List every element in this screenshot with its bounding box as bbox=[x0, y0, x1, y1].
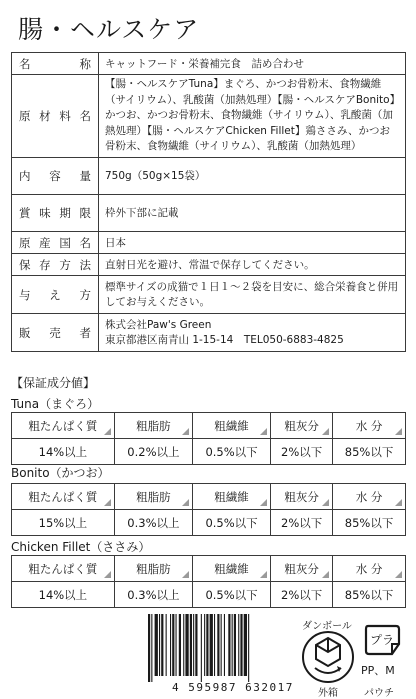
guarantee-heading: 【保証成分値】 bbox=[11, 376, 96, 390]
value-moisture: 85%以下 bbox=[333, 582, 406, 608]
barcode-bar bbox=[221, 614, 222, 676]
col-fat: 粗脂肪 bbox=[114, 484, 192, 510]
value-protein: 15%以上 bbox=[12, 510, 115, 536]
barcode-bar bbox=[190, 614, 192, 676]
value-protein: 14%以上 bbox=[12, 582, 115, 608]
col-moisture: 水 分 bbox=[333, 484, 406, 510]
barcode-bar bbox=[170, 614, 171, 676]
barcode-bar bbox=[166, 614, 167, 676]
barcode-bar bbox=[179, 614, 181, 676]
spec-row-ingredients bbox=[12, 75, 406, 158]
spec-value bbox=[99, 314, 406, 352]
barcode-bar bbox=[238, 614, 239, 676]
product-spec-table bbox=[11, 52, 406, 352]
col-protein: 粗たんぱく質 bbox=[12, 413, 115, 439]
barcode-bar bbox=[240, 614, 242, 676]
spec-key: 販売者 bbox=[12, 314, 99, 352]
barcode-bar bbox=[244, 614, 247, 676]
nutrition-header-row bbox=[12, 413, 406, 439]
spec-row-seller bbox=[12, 314, 406, 352]
product-name-bonito: Bonito（かつお） bbox=[11, 466, 110, 480]
barcode-bar bbox=[193, 614, 194, 676]
nutrition-value-row bbox=[12, 582, 406, 608]
spec-row-content bbox=[12, 158, 406, 195]
product-name-chicken: Chicken Fillet（ささみ） bbox=[11, 540, 151, 554]
spec-row-feeding bbox=[12, 276, 406, 314]
col-ash: 粗灰分 bbox=[271, 484, 333, 510]
barcode-bar bbox=[176, 614, 177, 676]
value-moisture: 85%以下 bbox=[333, 510, 406, 536]
value-protein: 14%以上 bbox=[12, 439, 115, 465]
barcode-bar bbox=[234, 614, 236, 676]
value-ash: 2%以下 bbox=[271, 582, 333, 608]
barcode-bar bbox=[161, 614, 163, 676]
barcode-bar bbox=[228, 614, 230, 676]
nutrition-table-bonito bbox=[11, 483, 406, 536]
spec-value: 標準サイズの成猫で１日１～２袋を目安に、総合栄養食と併用してお与えください。 bbox=[99, 276, 406, 314]
nutrition-table-tuna bbox=[11, 412, 406, 465]
spec-key: 内容量 bbox=[12, 158, 99, 195]
barcode-bar bbox=[217, 614, 219, 676]
spec-value: 750g（50g×15袋） bbox=[99, 158, 406, 195]
barcode-bar bbox=[159, 614, 160, 676]
spec-value: キャットフード・栄養補完食 詰め合わせ bbox=[99, 53, 406, 75]
spec-value: 直射日光を避け、常温で保存してください。 bbox=[99, 254, 406, 276]
value-fiber: 0.5%以下 bbox=[192, 510, 270, 536]
spec-value: 枠外下部に記載 bbox=[99, 195, 406, 232]
nutrition-value-row bbox=[12, 439, 406, 465]
value-fat: 0.3%以上 bbox=[114, 510, 192, 536]
value-fat: 0.3%以上 bbox=[114, 582, 192, 608]
value-fiber: 0.5%以下 bbox=[192, 582, 270, 608]
col-ash: 粗灰分 bbox=[271, 413, 333, 439]
cardboard-label: ダンボール bbox=[302, 621, 352, 632]
col-fiber: 粗繊維 bbox=[192, 484, 270, 510]
spec-value: 日本 bbox=[99, 232, 406, 254]
spec-key: 原材料名 bbox=[12, 75, 99, 158]
col-fat: 粗脂肪 bbox=[114, 413, 192, 439]
col-protein: 粗たんぱく質 bbox=[12, 556, 115, 582]
nutrition-table-chicken bbox=[11, 555, 406, 608]
spec-key: 保存方法 bbox=[12, 254, 99, 276]
col-moisture: 水 分 bbox=[333, 413, 406, 439]
barcode-bar bbox=[206, 614, 208, 676]
barcode bbox=[146, 614, 296, 682]
col-moisture: 水 分 bbox=[333, 556, 406, 582]
col-fiber: 粗繊維 bbox=[192, 556, 270, 582]
barcode-bar bbox=[232, 614, 233, 676]
spec-key: 原産国名 bbox=[12, 232, 99, 254]
spec-row-origin bbox=[12, 232, 406, 254]
spec-row-expiry bbox=[12, 195, 406, 232]
barcode-bar bbox=[224, 614, 225, 676]
barcode-bar bbox=[248, 614, 249, 682]
col-protein: 粗たんぱく質 bbox=[12, 484, 115, 510]
barcode-bar bbox=[185, 614, 188, 676]
barcode-bar bbox=[201, 614, 202, 682]
seller-company: 株式会社Paw's Green bbox=[105, 318, 212, 331]
spec-key: 賞味期限 bbox=[12, 195, 99, 232]
value-ash: 2%以下 bbox=[271, 439, 333, 465]
barcode-number: 4 595987 632017 bbox=[172, 681, 294, 694]
pouch-label: パウチ bbox=[364, 688, 394, 699]
spec-row-storage bbox=[12, 254, 406, 276]
barcode-bar bbox=[155, 614, 158, 676]
spec-row-name bbox=[12, 53, 406, 75]
nutrition-header-row bbox=[12, 484, 406, 510]
cardboard-recycle-icon bbox=[301, 630, 355, 684]
plastic-recycle-icon bbox=[362, 622, 402, 658]
outer-box-label: 外箱 bbox=[318, 688, 338, 699]
nutrition-header-row bbox=[12, 556, 406, 582]
value-ash: 2%以下 bbox=[271, 510, 333, 536]
value-fat: 0.2%以上 bbox=[114, 439, 192, 465]
barcode-bar bbox=[183, 614, 184, 676]
nutrition-value-row bbox=[12, 510, 406, 536]
col-ash: 粗灰分 bbox=[271, 556, 333, 582]
value-moisture: 85%以下 bbox=[333, 439, 406, 465]
spec-key: 名 称 bbox=[12, 53, 99, 75]
plastic-mark-text: プラ bbox=[369, 633, 395, 647]
value-fiber: 0.5%以下 bbox=[192, 439, 270, 465]
spec-key: 与え方 bbox=[12, 276, 99, 314]
barcode-bar bbox=[210, 614, 213, 676]
col-fat: 粗脂肪 bbox=[114, 556, 192, 582]
barcode-bar bbox=[151, 614, 152, 682]
barcode-bar bbox=[172, 614, 174, 676]
page-title: 腸・ヘルスケア bbox=[18, 15, 200, 44]
barcode-bar bbox=[195, 614, 197, 676]
spec-value: 【腸・ヘルスケアTuna】まぐろ、かつお骨粉末、食物繊維（サイリウム）、乳酸菌（加熱処理）【腸・ヘルスケアBonito】かつお、かつお骨粉末、食物繊維（サイリウム）、乳酸菌（加熱処理）【腸・ヘルスケアChicken Fillet】鶏ささみ、かつお骨粉末、食物繊維（サイリウム）、乳酸菌（加熱処理） bbox=[99, 75, 406, 158]
seller-address: 東京都港区南青山 1-15-14 TEL050-6883-4825 bbox=[105, 333, 344, 346]
barcode-bar bbox=[204, 614, 205, 676]
barcode-bar bbox=[214, 614, 215, 676]
product-name-tuna: Tuna（まぐろ） bbox=[11, 397, 100, 411]
barcode-bar bbox=[148, 614, 150, 682]
col-fiber: 粗繊維 bbox=[192, 413, 270, 439]
plastic-material: PP、M bbox=[361, 664, 395, 677]
